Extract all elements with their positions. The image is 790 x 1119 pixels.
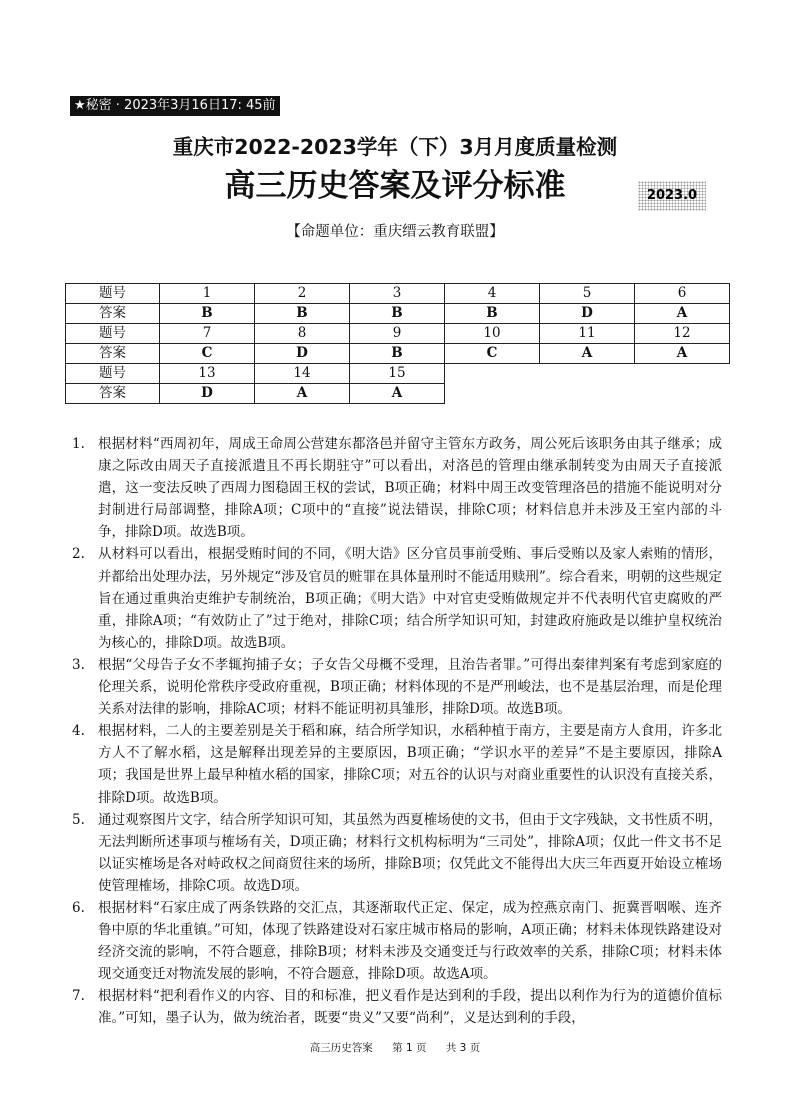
empty-cell [445, 364, 540, 384]
explanation-item [72, 720, 722, 808]
answer-cell: D [540, 304, 635, 324]
explanation-item [72, 809, 722, 897]
empty-cell [445, 384, 540, 404]
date-stamp: 2023.0 [638, 181, 706, 211]
footer-total-pages: 共 3 页 [445, 1042, 481, 1054]
answer-cell: B [445, 304, 540, 324]
answer-cell: B [350, 344, 445, 364]
table-row [66, 344, 730, 364]
question-number: 10 [445, 324, 540, 344]
answer-cell: D [255, 344, 350, 364]
header-cell: 题号 [66, 284, 160, 304]
explanation-item [72, 985, 722, 1029]
question-number: 4 [445, 284, 540, 304]
table-row [66, 364, 730, 384]
item-text: 通过观察图片文字，结合所学知识可知，其虽然为西夏榷场使的文书，但由于文字残缺，文书性质不明，无法判断所述事项与榷场有关，D项正确；材料行文机构标明为“三司处”，排除A项；仅此一件文书不足以证实榷场是各对峙政权之间商贸往来的场所，排除B项；仅凭此文不能得出大庆三年西夏开始设立榷场使管理榷场，排除C项。故选D项。 [98, 811, 722, 894]
page-footer [0, 1040, 790, 1055]
header-cell: 答案 [66, 344, 160, 364]
exam-title: 重庆市2022-2023学年（下）3月月度质量检测 [172, 135, 618, 159]
item-text: 从材料可以看出，根据受贿时间的不同，《明大诰》区分官员事前受贿、事后受贿以及家人索贿的情形，并都给出处理办法，另外规定“涉及官员的赃罪在具体量刑时不能适用赎刑”。综合看来，明朝的这些规定旨在通过重典治吏维护专制统治，B项正确；《明大诰》中对官吏受贿做规定并不代表明代官吏腐败的严重，排除A项；“有效防止了”过于绝对，排除C项；结合所学知识可知，封建政府施政是以维护皇权统治为核心的，排除D项。故选B项。 [98, 546, 722, 651]
question-number: 14 [255, 364, 350, 384]
item-text: 根据“父母告子女不孝辄拘捕子女；子女告父母概不受理，且治告者罪。”可得出秦律判案有考虑到家庭的伦理关系，说明伦常秩序受政府重视，B项正确；材料体现的不是严刑峻法，也不是基层治理，而是伦理关系对法律的影响，排除AC项；材料不能证明初具雏形，排除D项。故选B项。 [98, 656, 722, 718]
answer-table [65, 283, 730, 404]
answer-cell: C [160, 344, 255, 364]
header-cell: 答案 [66, 384, 160, 404]
question-number: 11 [540, 324, 635, 344]
question-number: 13 [160, 364, 255, 384]
answer-cell: B [255, 304, 350, 324]
question-number: 5 [540, 284, 635, 304]
answer-cell: A [350, 384, 445, 404]
confidential-badge: ★秘密 · 2023年3月16日17: 45前 [70, 96, 280, 116]
explanation-item [72, 897, 722, 985]
item-number: 4. [72, 723, 85, 740]
table-row [66, 384, 730, 404]
answer-cell: A [635, 304, 730, 324]
item-text: 根据材料“西周初年，周成王命周公营建东都洛邑并留守主管东方政务，周公死后该职务由其子继承；成康之际改由周天子直接派遣且不再长期驻守”可以看出，对洛邑的管理由继承制转变为由周天子直接派遣，这一变法反映了西周力图稳固王权的尝试，B项正确；材料中周王改变管理洛邑的措施不能说明对分封制进行局部调整，排除A项；C项中的“直接”说法错误，排除C项；材料信息并未涉及王室内部的斗争，排除D项。故选B项。 [98, 436, 722, 541]
header-cell: 答案 [66, 304, 160, 324]
explanation-item [72, 654, 722, 720]
document-title: 高三历史答案及评分标准 [224, 168, 566, 204]
explanation-list [72, 433, 722, 1030]
question-number: 8 [255, 324, 350, 344]
question-number: 3 [350, 284, 445, 304]
footer-doc-name: 高三历史答案 [309, 1042, 373, 1054]
question-number: 1 [160, 284, 255, 304]
header-cell: 题号 [66, 364, 160, 384]
answer-cell: A [540, 344, 635, 364]
answer-cell: D [160, 384, 255, 404]
issuing-unit: 【命题单位：重庆缙云教育联盟】 [286, 224, 504, 240]
footer-page-number: 第 1 页 [392, 1042, 427, 1054]
question-number: 6 [635, 284, 730, 304]
question-number: 2 [255, 284, 350, 304]
answer-cell: B [160, 304, 255, 324]
answer-cell: B [350, 304, 445, 324]
answer-cell: A [635, 344, 730, 364]
header-cell: 题号 [66, 324, 160, 344]
empty-cell [540, 364, 635, 384]
item-number: 3. [72, 656, 85, 673]
item-number: 6. [72, 899, 85, 916]
item-number: 5. [72, 811, 85, 828]
item-number: 1. [72, 436, 85, 452]
item-text: 根据材料“把利看作义的内容、目的和标准，把义看作是达到利的手段，提出以利作为行为的道德价值标准。”可知，墨子认为，做为统治者，既要“贵义”又要“尚利”，义是达到利的手段， [98, 988, 722, 1027]
table-row [66, 284, 730, 304]
item-number: 2. [72, 546, 85, 563]
item-text: 根据材料，二人的主要差别是关于稻和麻，结合所学知识，水稻种植于南方，主要是南方人食用，许多北方人不了解水稻，这是解释出现差异的主要原因，B项正确；“学识水平的差异”不是主要原因，排除A项；我国是世界上最早种植水稻的国家，排除C项；对五谷的认识与对商业重要性的认识没有直接关系，排除D项。故选B项。 [98, 723, 722, 806]
item-number: 7. [72, 988, 85, 1005]
empty-cell [635, 384, 730, 404]
answer-cell: C [445, 344, 540, 364]
item-text: 根据材料“石家庄成了两条铁路的交汇点，其逐渐取代正定、保定，成为控燕京南门、扼冀晋咽喉、连齐鲁中原的华北重镇。”可知，体现了铁路建设对石家庄城市格局的影响，A项正确；材料未体现铁路建设对经济交流的影响，不符合题意，排除B项；材料未涉及交通变迁与行政效率的关系，排除C项；材料未体现交通变迁对物流发展的影响，不符合题意，排除D项。故选A项。 [98, 899, 722, 983]
empty-cell [635, 364, 730, 384]
question-number: 9 [350, 324, 445, 344]
question-number: 12 [635, 324, 730, 344]
explanation-item [72, 543, 722, 653]
answer-cell: A [255, 384, 350, 404]
empty-cell [540, 384, 635, 404]
question-number: 15 [350, 364, 445, 384]
table-row [66, 304, 730, 324]
table-row [66, 324, 730, 344]
explanation-item [72, 433, 722, 543]
question-number: 7 [160, 324, 255, 344]
